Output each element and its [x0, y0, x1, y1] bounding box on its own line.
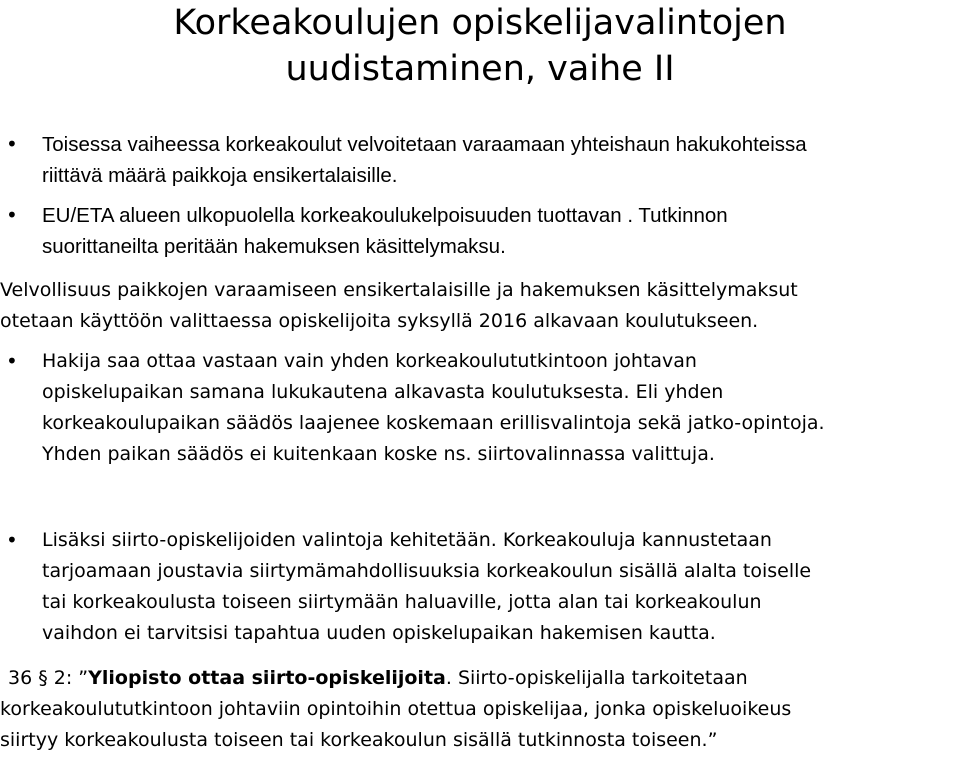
paragraph-line-2: otetaan käyttöön valittaessa opiskelijoita syksyllä 2016 alkavaan koulutukseen.: [0, 310, 759, 332]
bullet-4-line-2: tarjoamaan joustavia siirtymämahdollisuuksia korkeakoulun sisällä alalta toiselle: [42, 560, 812, 582]
bullet-text: [42, 200, 728, 262]
law-quote-line-2: korkeakoulututkintoon johtaviin opintoihin otettua opiskelijaa, jonka opiskeluoikeus: [0, 698, 792, 720]
law-quote-line-3: siirtyy korkeakoulusta toiseen tai korkeakoulun sisällä tutkinnosta toiseen.”: [0, 729, 718, 751]
bullet-3-line-1: Hakija saa ottaa vastaan vain yhden korkeakoulututkintoon johtavan: [42, 350, 697, 372]
law-quote: [0, 663, 960, 756]
bullet-2-line-1: EU/ETA alueen ulkopuolella korkeakoulukelpoisuuden tuottavan . Tutkinnon: [42, 204, 728, 227]
bullet-3-line-2: opiskelupaikan samana lukukautena alkavasta koulutuksesta. Eli yhden: [42, 381, 724, 403]
bullet-text: [42, 129, 807, 191]
bullet-3-line-4: Yhden paikan säädös ei kuitenkaan koske ns. siirtovalinnassa valittuja.: [42, 443, 715, 465]
paragraph-line-1: Velvollisuus paikkojen varaamiseen ensikertalaisille ja hakemuksen käsittelymaksut: [0, 279, 798, 301]
paragraph-obligation: [0, 275, 960, 337]
bullet-4-line-4: vaihdon ei tarvitsisi tapahtua uuden opiskelupaikan hakemisen kautta.: [42, 622, 716, 644]
law-quote-rest: . Siirto-opiskelijalla tarkoitetaan: [445, 667, 748, 689]
bullet-2-line-2: suorittaneilta peritään hakemuksen käsittelymaksu.: [42, 235, 506, 258]
bullet-text: [42, 525, 811, 649]
bullet-4-line-3: tai korkeakoulusta toiseen siirtymään haluaville, jotta alan tai korkeakoulun: [42, 591, 762, 613]
slide-title: [0, 0, 960, 92]
bullet-marker: •: [6, 132, 18, 156]
law-quote-bold: Yliopisto ottaa siirto-opiskelijoita: [88, 667, 446, 689]
bullet-1-line-2: riittävä määrä paikkoja ensikertalaisille.: [42, 164, 398, 187]
title-line-2: uudistaminen, vaihe II: [285, 49, 675, 89]
law-quote-prefix: 36 § 2: ”: [8, 667, 89, 689]
bullet-4-line-1: Lisäksi siirto-opiskelijoiden valintoja kehitetään. Korkeakouluja kannustetaan: [42, 529, 772, 551]
bullet-marker: •: [6, 528, 18, 552]
law-quote-line-1: [0, 663, 960, 694]
title-line-1: Korkeakoulujen opiskelijavalintojen: [173, 3, 787, 43]
bullet-text: [42, 346, 825, 470]
bullet-marker: •: [6, 203, 18, 227]
bullet-3-line-3: korkeakoulupaikan säädös laajenee koskemaan erillisvalintoja sekä jatko-opintoja.: [42, 412, 825, 434]
bullet-1-line-1: Toisessa vaiheessa korkeakoulut velvoitetaan varaamaan yhteishaun hakukohteissa: [42, 133, 807, 156]
bullet-marker: •: [6, 349, 18, 373]
